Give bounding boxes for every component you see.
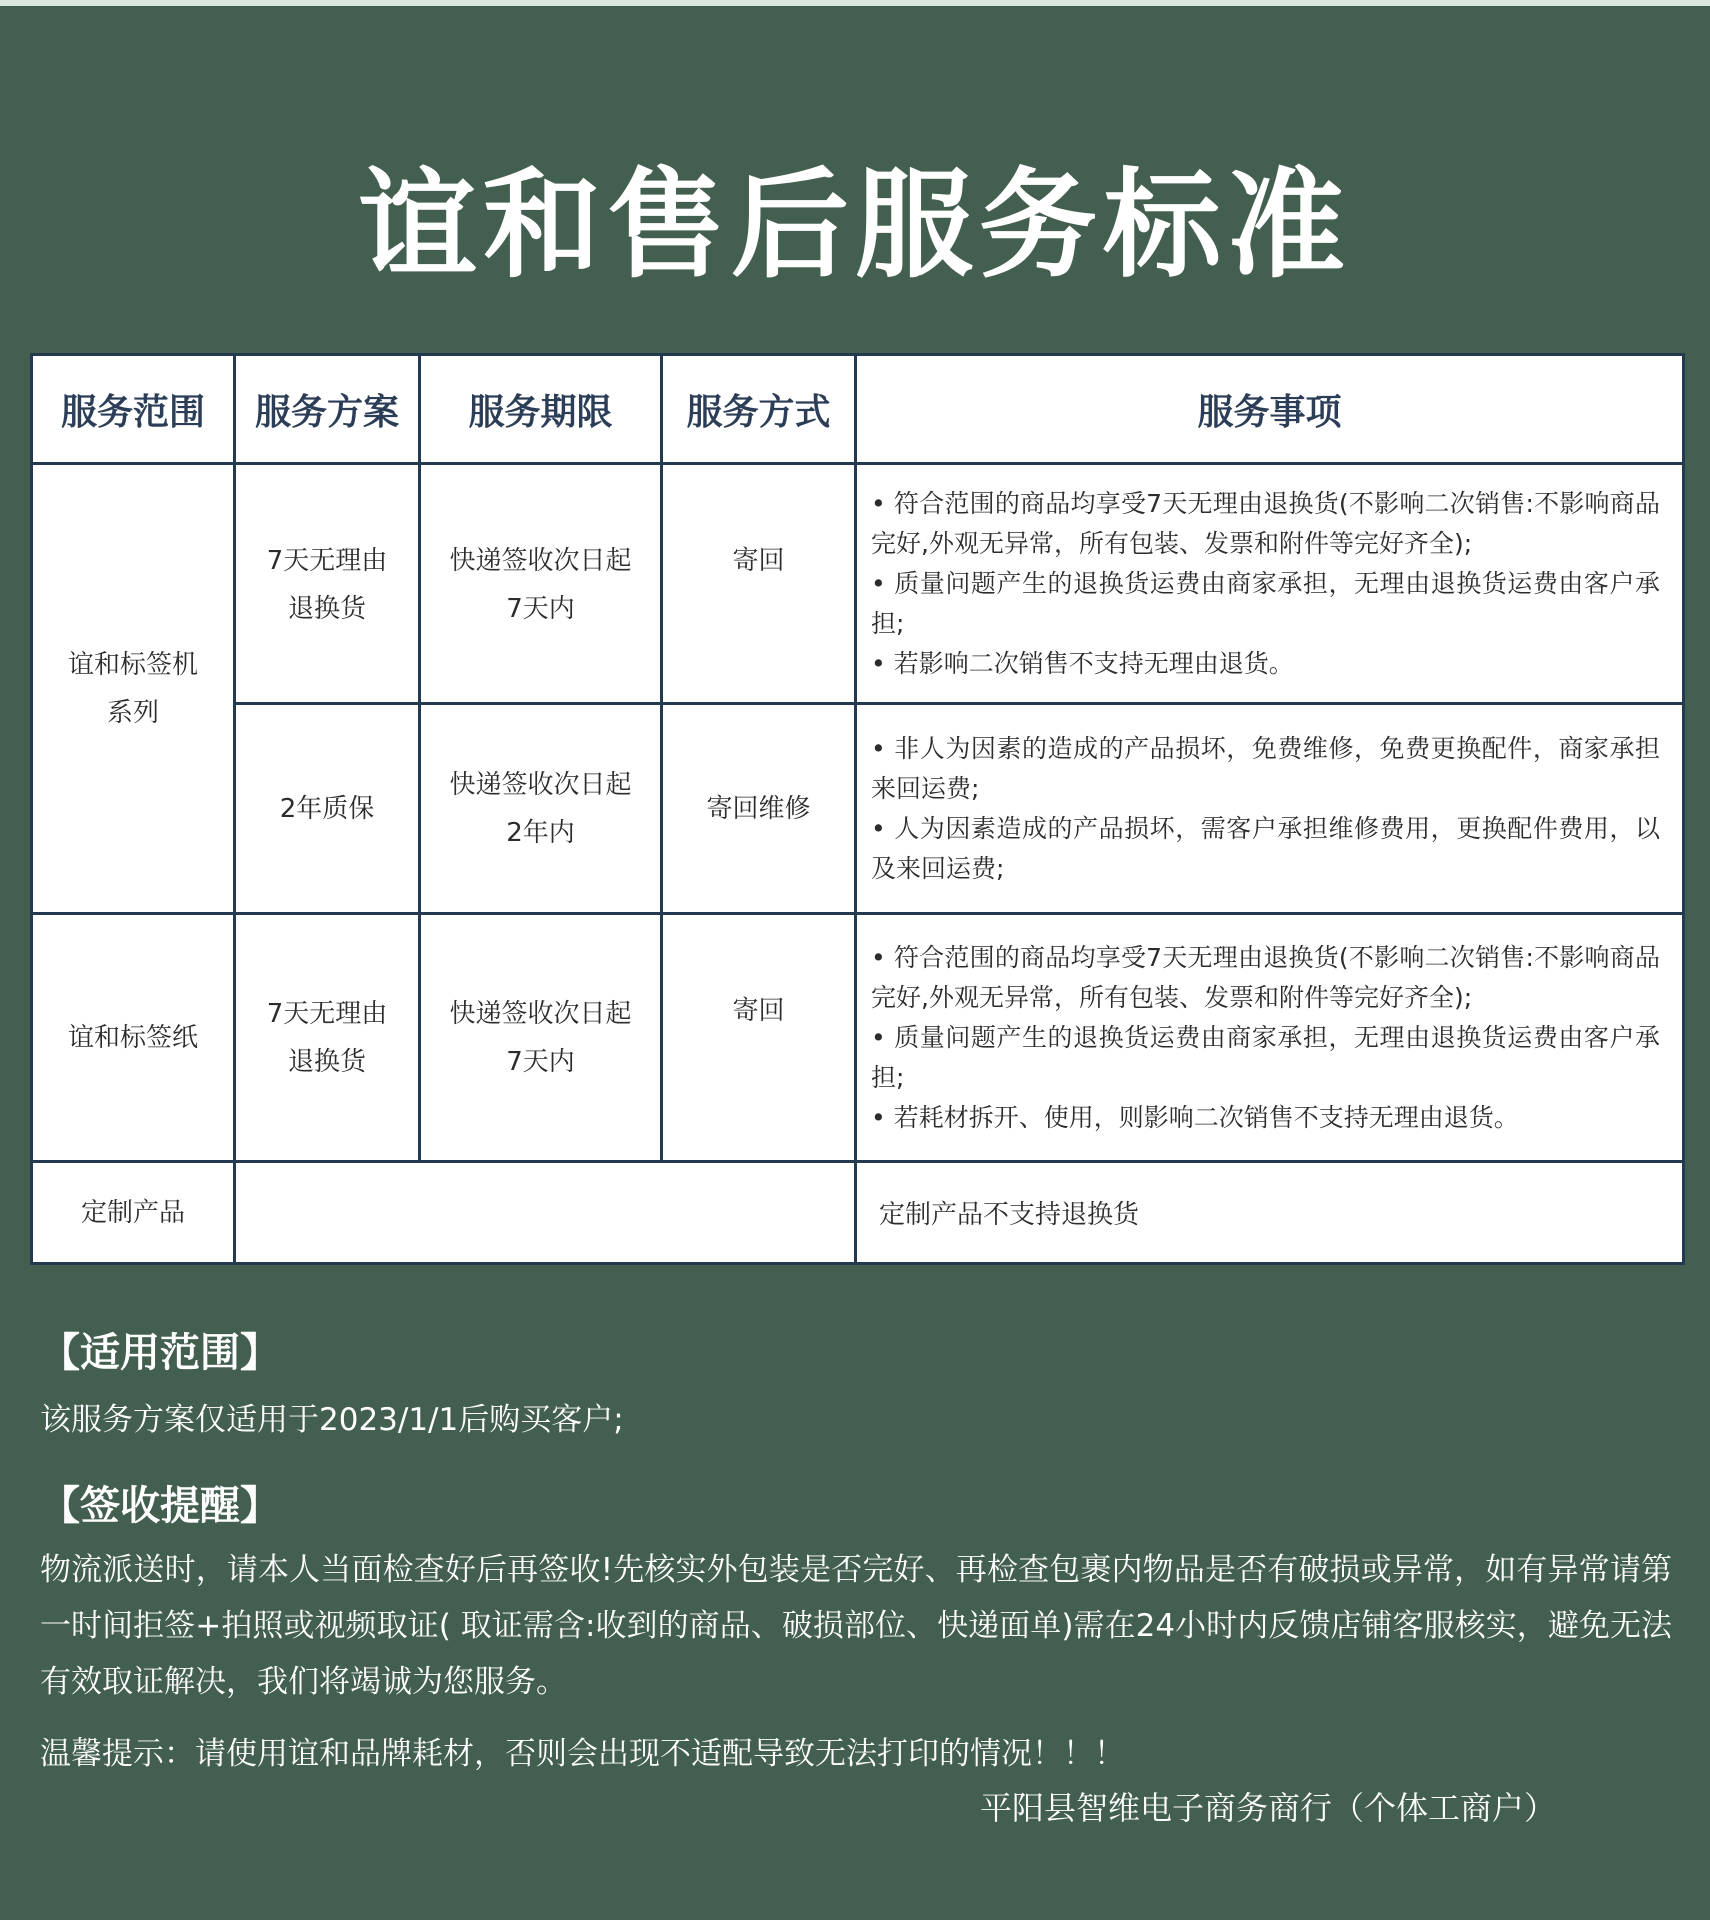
period-cell bbox=[420, 464, 662, 704]
period-line: 快递签收次日起 bbox=[449, 998, 632, 1029]
scope-cell bbox=[32, 914, 235, 1162]
method-cell bbox=[662, 704, 856, 914]
method-cell bbox=[662, 464, 856, 704]
scope-line: 定制产品 bbox=[80, 1197, 185, 1228]
service-item: • 非人为因素的造成的产品损坏，免费维修，免费更换配件，商家承担来回运费; bbox=[871, 733, 1660, 803]
plan-line: 2年质保 bbox=[279, 793, 375, 824]
period-line: 2年内 bbox=[506, 817, 575, 848]
plan-line: 退换货 bbox=[287, 1046, 366, 1077]
plan-line: 退换货 bbox=[287, 594, 366, 624]
tip-text: 温馨提示：请使用谊和品牌耗材，否则会出现不适配导致无法打印的情况！！！ bbox=[40, 1736, 1125, 1772]
service-item: • 质量问题产生的退换货运费由商家承担，无理由退换货运费由客户承担; bbox=[871, 568, 1660, 638]
table-row bbox=[32, 1162, 1684, 1264]
table-row bbox=[32, 464, 1684, 704]
service-item: • 质量问题产生的退换货运费由商家承担，无理由退换货运费由客户承担; bbox=[871, 1022, 1660, 1092]
scope-line: 系列 bbox=[106, 697, 159, 728]
plan-cell bbox=[235, 914, 420, 1162]
service-item: • 若影响二次销售不支持无理由退货。 bbox=[871, 648, 1294, 678]
note-cell: 定制产品不支持退换货 bbox=[856, 1162, 1684, 1264]
receipt-heading: 【签收提醒】 bbox=[40, 1483, 280, 1529]
top-strip bbox=[0, 0, 1710, 6]
method-cell bbox=[662, 914, 856, 1162]
scope-heading: 【适用范围】 bbox=[40, 1330, 280, 1376]
header-period: 服务期限 bbox=[420, 355, 662, 464]
table-header-row bbox=[32, 355, 1684, 464]
plan-line: 7天无理由 bbox=[266, 998, 388, 1029]
method-text: 寄回 bbox=[732, 996, 785, 1026]
company-name: 平阳县智维电子商务商行（个体工商户） bbox=[980, 1789, 1557, 1827]
period-line: 7天内 bbox=[506, 1046, 575, 1077]
service-table bbox=[30, 353, 1685, 1265]
page-title: 谊和售后服务标准 bbox=[358, 156, 1351, 294]
plan-cell bbox=[235, 464, 420, 704]
scope-line: 谊和标签机 bbox=[67, 649, 198, 680]
service-item: • 若耗材拆开、使用，则影响二次销售不支持无理由退货。 bbox=[871, 1102, 1519, 1132]
plan-cell bbox=[235, 704, 420, 914]
scope-line: 谊和标签纸 bbox=[67, 1022, 198, 1053]
service-item: • 人为因素造成的产品损坏，需客户承担维修费用，更换配件费用，以及来回运费; bbox=[871, 813, 1660, 883]
items-cell bbox=[856, 914, 1684, 1162]
method-text: 寄回维修 bbox=[706, 793, 811, 824]
header-scope: 服务范围 bbox=[32, 355, 235, 464]
table-row bbox=[32, 704, 1684, 914]
items-cell bbox=[856, 704, 1684, 914]
scope-cell bbox=[32, 464, 235, 914]
plan-line: 7天无理由 bbox=[266, 546, 388, 576]
period-line: 7天内 bbox=[506, 594, 575, 624]
period-cell bbox=[420, 704, 662, 914]
method-text: 寄回 bbox=[732, 546, 785, 576]
table-row bbox=[32, 914, 1684, 1162]
empty-cell bbox=[235, 1162, 856, 1264]
scope-cell bbox=[32, 1162, 235, 1264]
period-line: 快递签收次日起 bbox=[449, 546, 632, 576]
items-cell bbox=[856, 464, 1684, 704]
header-items: 服务事项 bbox=[856, 355, 1684, 464]
scope-text: 该服务方案仅适用于2023/1/1后购买客户; bbox=[40, 1402, 624, 1438]
header-method: 服务方式 bbox=[662, 355, 856, 464]
header-plan: 服务方案 bbox=[235, 355, 420, 464]
service-item: • 符合范围的商品均享受7天无理由退换货(不影响二次销售:不影响商品完好,外观无异常，所有包装、发票和附件等完好齐全); bbox=[871, 488, 1660, 558]
period-line: 快递签收次日起 bbox=[449, 769, 632, 800]
service-item: • 符合范围的商品均享受7天无理由退换货(不影响二次销售:不影响商品完好,外观无异常，所有包装、发票和附件等完好齐全); bbox=[871, 942, 1660, 1012]
period-cell bbox=[420, 914, 662, 1162]
receipt-text: 物流派送时，请本人当面检查好后再签收!先核实外包装是否完好、再检查包裹内物品是否有破损或异常，如有异常请第一时间拒签+拍照或视频取证( 取证需含:收到的商品、破损部位、快递面单)需在24小时内反馈店铺客服核实，避免无法有效取证解决，我们将竭诚为您服务。 bbox=[40, 1552, 1672, 1700]
